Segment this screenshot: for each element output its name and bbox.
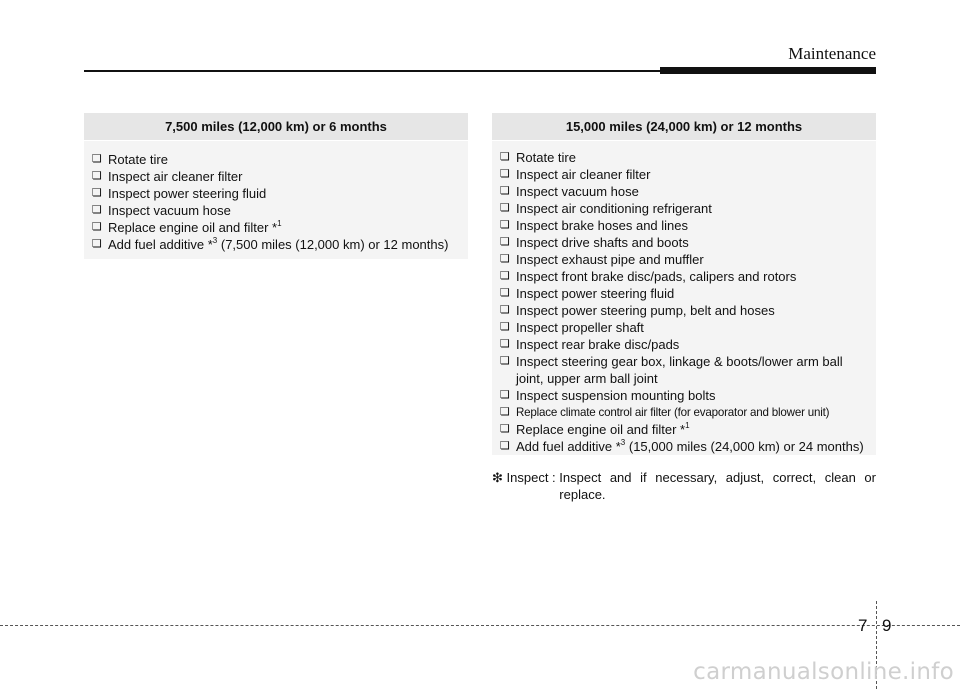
list-item-label: Replace engine oil and filter * — [516, 422, 686, 437]
list-item — [500, 387, 876, 404]
schedule-15000-box — [492, 113, 876, 455]
header-rule-accent — [660, 67, 876, 74]
checkbox-icon: ❏ — [500, 389, 510, 401]
list-item-continuation: joint, upper arm ball joint — [516, 371, 658, 386]
checkbox-icon: ❏ — [500, 287, 510, 299]
checkbox-icon: ❏ — [92, 170, 102, 182]
checkbox-icon: ❏ — [500, 185, 510, 197]
schedule-7500-box — [84, 113, 468, 259]
list-item — [500, 404, 876, 421]
list-item-label: Inspect power steering fluid — [108, 186, 267, 201]
list-item — [500, 251, 876, 268]
footer-rule — [0, 625, 960, 626]
list-item-label: Replace climate control air filter (for evaporator and blower unit) — [516, 406, 830, 419]
checkbox-icon: ❏ — [500, 321, 510, 333]
checkbox-icon: ❏ — [500, 151, 510, 163]
list-item-label: Add fuel additive * — [108, 237, 213, 252]
list-item — [500, 183, 876, 200]
list-item — [500, 285, 876, 302]
list-item-label: Inspect drive shafts and boots — [516, 235, 689, 250]
list-item-label: Inspect steering gear box, linkage & boots/lower arm ball — [516, 354, 843, 369]
checkbox-icon: ❏ — [500, 270, 510, 282]
list-item — [92, 202, 468, 219]
list-item — [500, 166, 876, 183]
list-item — [500, 438, 876, 455]
schedule-15000-title: 15,000 miles (24,000 km) or 12 months — [492, 113, 876, 141]
list-item-label: Add fuel additive * — [516, 439, 621, 454]
checkbox-icon: ❏ — [500, 236, 510, 248]
list-item-label: Inspect vacuum hose — [516, 184, 639, 199]
list-item-interval: (15,000 miles (24,000 km) or 24 months) — [625, 439, 864, 454]
header-rule — [84, 70, 660, 72]
checkbox-icon: ❏ — [92, 153, 102, 165]
list-item — [500, 217, 876, 234]
schedule-7500-list — [84, 141, 468, 259]
list-item-label: Inspect rear brake disc/pads — [516, 337, 680, 352]
list-item-label: Replace engine oil and filter * — [108, 220, 278, 235]
inspect-note — [492, 469, 876, 503]
list-item-label: Rotate tire — [108, 152, 168, 167]
list-item — [500, 353, 876, 387]
checkbox-icon: ❏ — [92, 187, 102, 199]
list-item — [92, 236, 468, 253]
list-item — [500, 302, 876, 319]
list-item — [92, 219, 468, 236]
checkbox-icon: ❏ — [500, 338, 510, 350]
list-item — [92, 151, 468, 168]
list-item-label: Inspect air conditioning refrigerant — [516, 201, 712, 216]
list-item-label: Inspect power steering pump, belt and hoses — [516, 303, 775, 318]
list-item-label: Inspect vacuum hose — [108, 203, 231, 218]
list-item-label: Inspect front brake disc/pads, calipers and rotors — [516, 269, 797, 284]
checkbox-icon: ❏ — [500, 253, 510, 265]
list-item-label: Inspect power steering fluid — [516, 286, 675, 301]
list-item — [500, 268, 876, 285]
list-item — [500, 234, 876, 251]
checkbox-icon: ❏ — [500, 168, 510, 180]
checkbox-icon: ❏ — [500, 202, 510, 214]
list-item-label: Inspect brake hoses and lines — [516, 218, 688, 233]
list-item-label: Rotate tire — [516, 150, 576, 165]
note-symbol-icon: ❇ — [492, 470, 503, 485]
footnote-marker: 1 — [277, 219, 282, 228]
note-label: Inspect : — [502, 470, 560, 485]
footnote-marker: 3 — [620, 438, 626, 447]
checkbox-icon: ❏ — [92, 204, 102, 216]
footnote-marker: 3 — [212, 236, 218, 245]
list-item-interval: (7,500 miles (12,000 km) or 12 months) — [217, 237, 449, 252]
note-text: Inspect and if necessary, adjust, correct, clean or replace. — [559, 470, 876, 502]
page-section: 7 — [858, 616, 868, 635]
schedule-15000-list — [492, 141, 876, 461]
checkbox-icon: ❏ — [500, 304, 510, 316]
checkbox-icon: ❏ — [92, 238, 102, 250]
checkbox-icon: ❏ — [500, 423, 510, 435]
checkbox-icon: ❏ — [92, 221, 102, 233]
list-item — [500, 319, 876, 336]
checkbox-icon: ❏ — [500, 355, 510, 367]
list-item — [92, 168, 468, 185]
checkbox-icon: ❏ — [500, 406, 510, 418]
list-item-label: Inspect propeller shaft — [516, 320, 644, 335]
page-header-title: Maintenance — [788, 44, 876, 63]
checkbox-icon: ❏ — [500, 219, 510, 231]
list-item-label: Inspect air cleaner filter — [108, 169, 243, 184]
list-item — [500, 336, 876, 353]
list-item — [500, 200, 876, 217]
list-item-label: Inspect air cleaner filter — [516, 167, 651, 182]
footnote-marker: 1 — [685, 421, 690, 430]
checkbox-icon: ❏ — [500, 440, 510, 452]
list-item-label: Inspect exhaust pipe and muffler — [516, 252, 704, 267]
list-item-label: Inspect suspension mounting bolts — [516, 388, 716, 403]
schedule-7500-title: 7,500 miles (12,000 km) or 6 months — [84, 113, 468, 141]
list-item — [500, 421, 876, 438]
watermark: carmanualsonline.info — [693, 659, 954, 685]
list-item — [92, 185, 468, 202]
page-number: 9 — [882, 616, 892, 635]
list-item — [500, 149, 876, 166]
